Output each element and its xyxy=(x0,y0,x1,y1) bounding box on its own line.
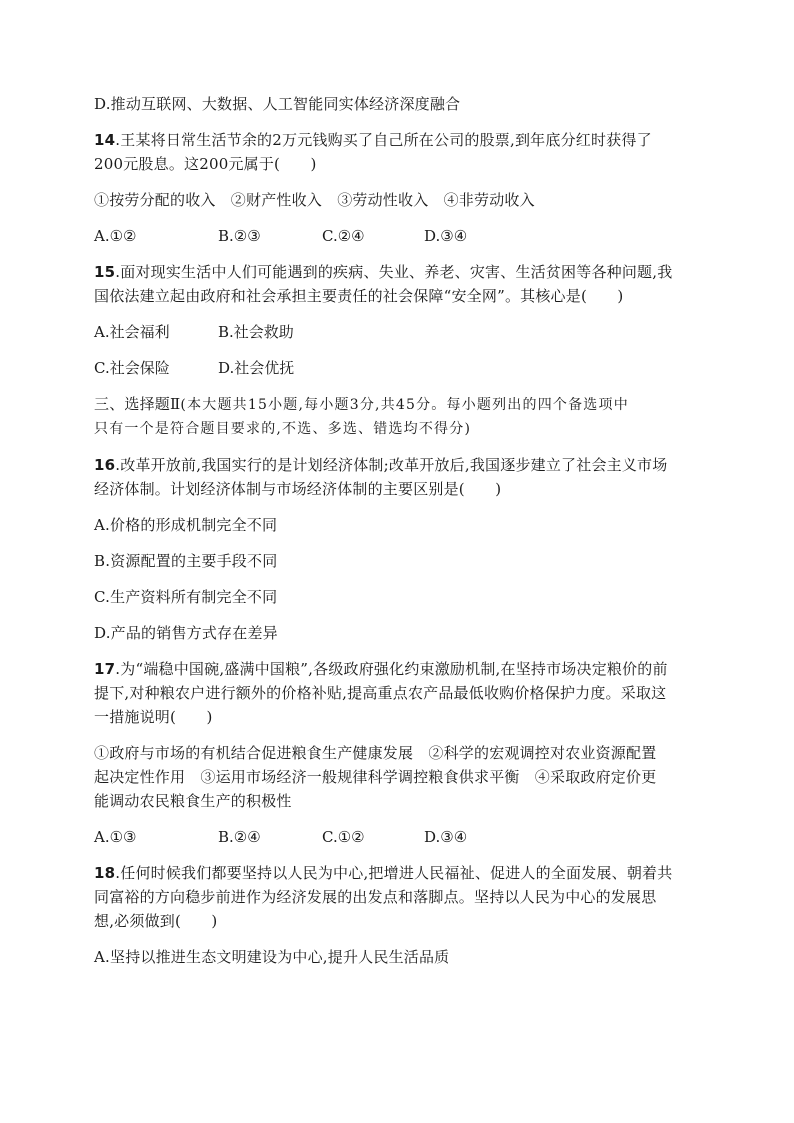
option-b: B.社会救助 xyxy=(218,323,294,341)
section-instructions: (本大题共15小题,每小题3分,共45分。每小题列出的四个备选项中 xyxy=(180,397,629,413)
question-text: 200元股息。这200元属于( ) xyxy=(94,155,317,173)
statement-line: 起决定性作用 ③运用市场经济一般规律科学调控粮食供求平衡 ④采取政府定价更 xyxy=(94,768,657,786)
option-d: D.社会优抚 xyxy=(218,359,295,377)
section-title: 三、选择题Ⅱ xyxy=(94,395,181,413)
option-d: D.③④ xyxy=(424,828,468,846)
question-number: 17 xyxy=(94,660,116,678)
section-3-header xyxy=(94,392,714,441)
question-text: 同富裕的方向稳步前进作为经济发展的出发点和落脚点。坚持以人民为中心的发展思 xyxy=(94,888,657,906)
q14-statements: ①按劳分配的收入 ②财产性收入 ③劳动性收入 ④非劳动收入 xyxy=(94,191,535,209)
option-d: D.产品的销售方式存在差异 xyxy=(94,624,278,642)
section-instructions: 只有一个是符合题目要求的,不选、多选、错选均不得分) xyxy=(94,421,472,437)
statement-line: 能调动农民粮食生产的积极性 xyxy=(94,792,292,810)
question-text: .面对现实生活中人们可能遇到的疾病、失业、养老、灾害、生活贫困等各种问题,我 xyxy=(115,263,673,281)
exam-page xyxy=(94,92,714,981)
option-a: A.坚持以推进生态文明建设为中心,提升人民生活品质 xyxy=(94,948,450,966)
question-14 xyxy=(94,128,714,176)
option-c: C.①② xyxy=(322,828,365,846)
question-text: 一措施说明( ) xyxy=(94,708,213,726)
option-b: B.②③ xyxy=(218,227,261,245)
q15-options-row1 xyxy=(94,320,714,344)
question-text: .为“端稳中国碗,盛满中国粮”,各级政府强化约束激励机制,在坚持市场决定粮价的前 xyxy=(115,660,668,678)
q14-options xyxy=(94,224,714,248)
option-c: C.社会保险 xyxy=(94,359,170,377)
option-b: B.②④ xyxy=(218,828,261,846)
option-a: A.价格的形成机制完全不同 xyxy=(94,516,278,534)
question-text: .王某将日常生活节余的2万元钱购买了自己所在公司的股票,到年底分红时获得了 xyxy=(115,131,652,149)
option-c: C.②④ xyxy=(322,227,365,245)
question-18 xyxy=(94,861,714,933)
question-16 xyxy=(94,453,714,501)
statement-line: ①政府与市场的有机结合促进粮食生产健康发展 ②科学的宏观调控对农业资源配置 xyxy=(94,744,657,762)
question-number: 14 xyxy=(94,131,116,149)
question-text: .改革开放前,我国实行的是计划经济体制;改革开放后,我国逐步建立了社会主义市场 xyxy=(115,456,668,474)
question-text: 想,必须做到( ) xyxy=(94,912,218,930)
question-17 xyxy=(94,657,714,729)
question-number: 18 xyxy=(94,864,116,882)
question-number: 15 xyxy=(94,263,116,281)
question-number: 16 xyxy=(94,456,116,474)
q13-option-d: D.推动互联网、大数据、人工智能同实体经济深度融合 xyxy=(94,95,461,113)
option-a: A.①② xyxy=(94,227,137,245)
question-text: 提下,对种粮农户进行额外的价格补贴,提高重点农产品最低收购价格保护力度。采取这 xyxy=(94,684,667,702)
question-text: 经济体制。计划经济体制与市场经济体制的主要区别是( ) xyxy=(94,480,502,498)
option-a: A.社会福利 xyxy=(94,323,170,341)
question-text: 国依法建立起由政府和社会承担主要责任的社会保障“安全网”。其核心是( ) xyxy=(94,287,624,305)
q17-options xyxy=(94,825,714,849)
q15-options-row2 xyxy=(94,356,714,380)
question-text: .任何时候我们都要坚持以人民为中心,把增进人民福祉、促进人的全面发展、朝着共 xyxy=(115,864,673,882)
q17-statements xyxy=(94,741,714,813)
option-d: D.③④ xyxy=(424,227,468,245)
option-b: B.资源配置的主要手段不同 xyxy=(94,552,278,570)
question-15 xyxy=(94,260,714,308)
option-a: A.①③ xyxy=(94,828,137,846)
option-c: C.生产资料所有制完全不同 xyxy=(94,588,278,606)
